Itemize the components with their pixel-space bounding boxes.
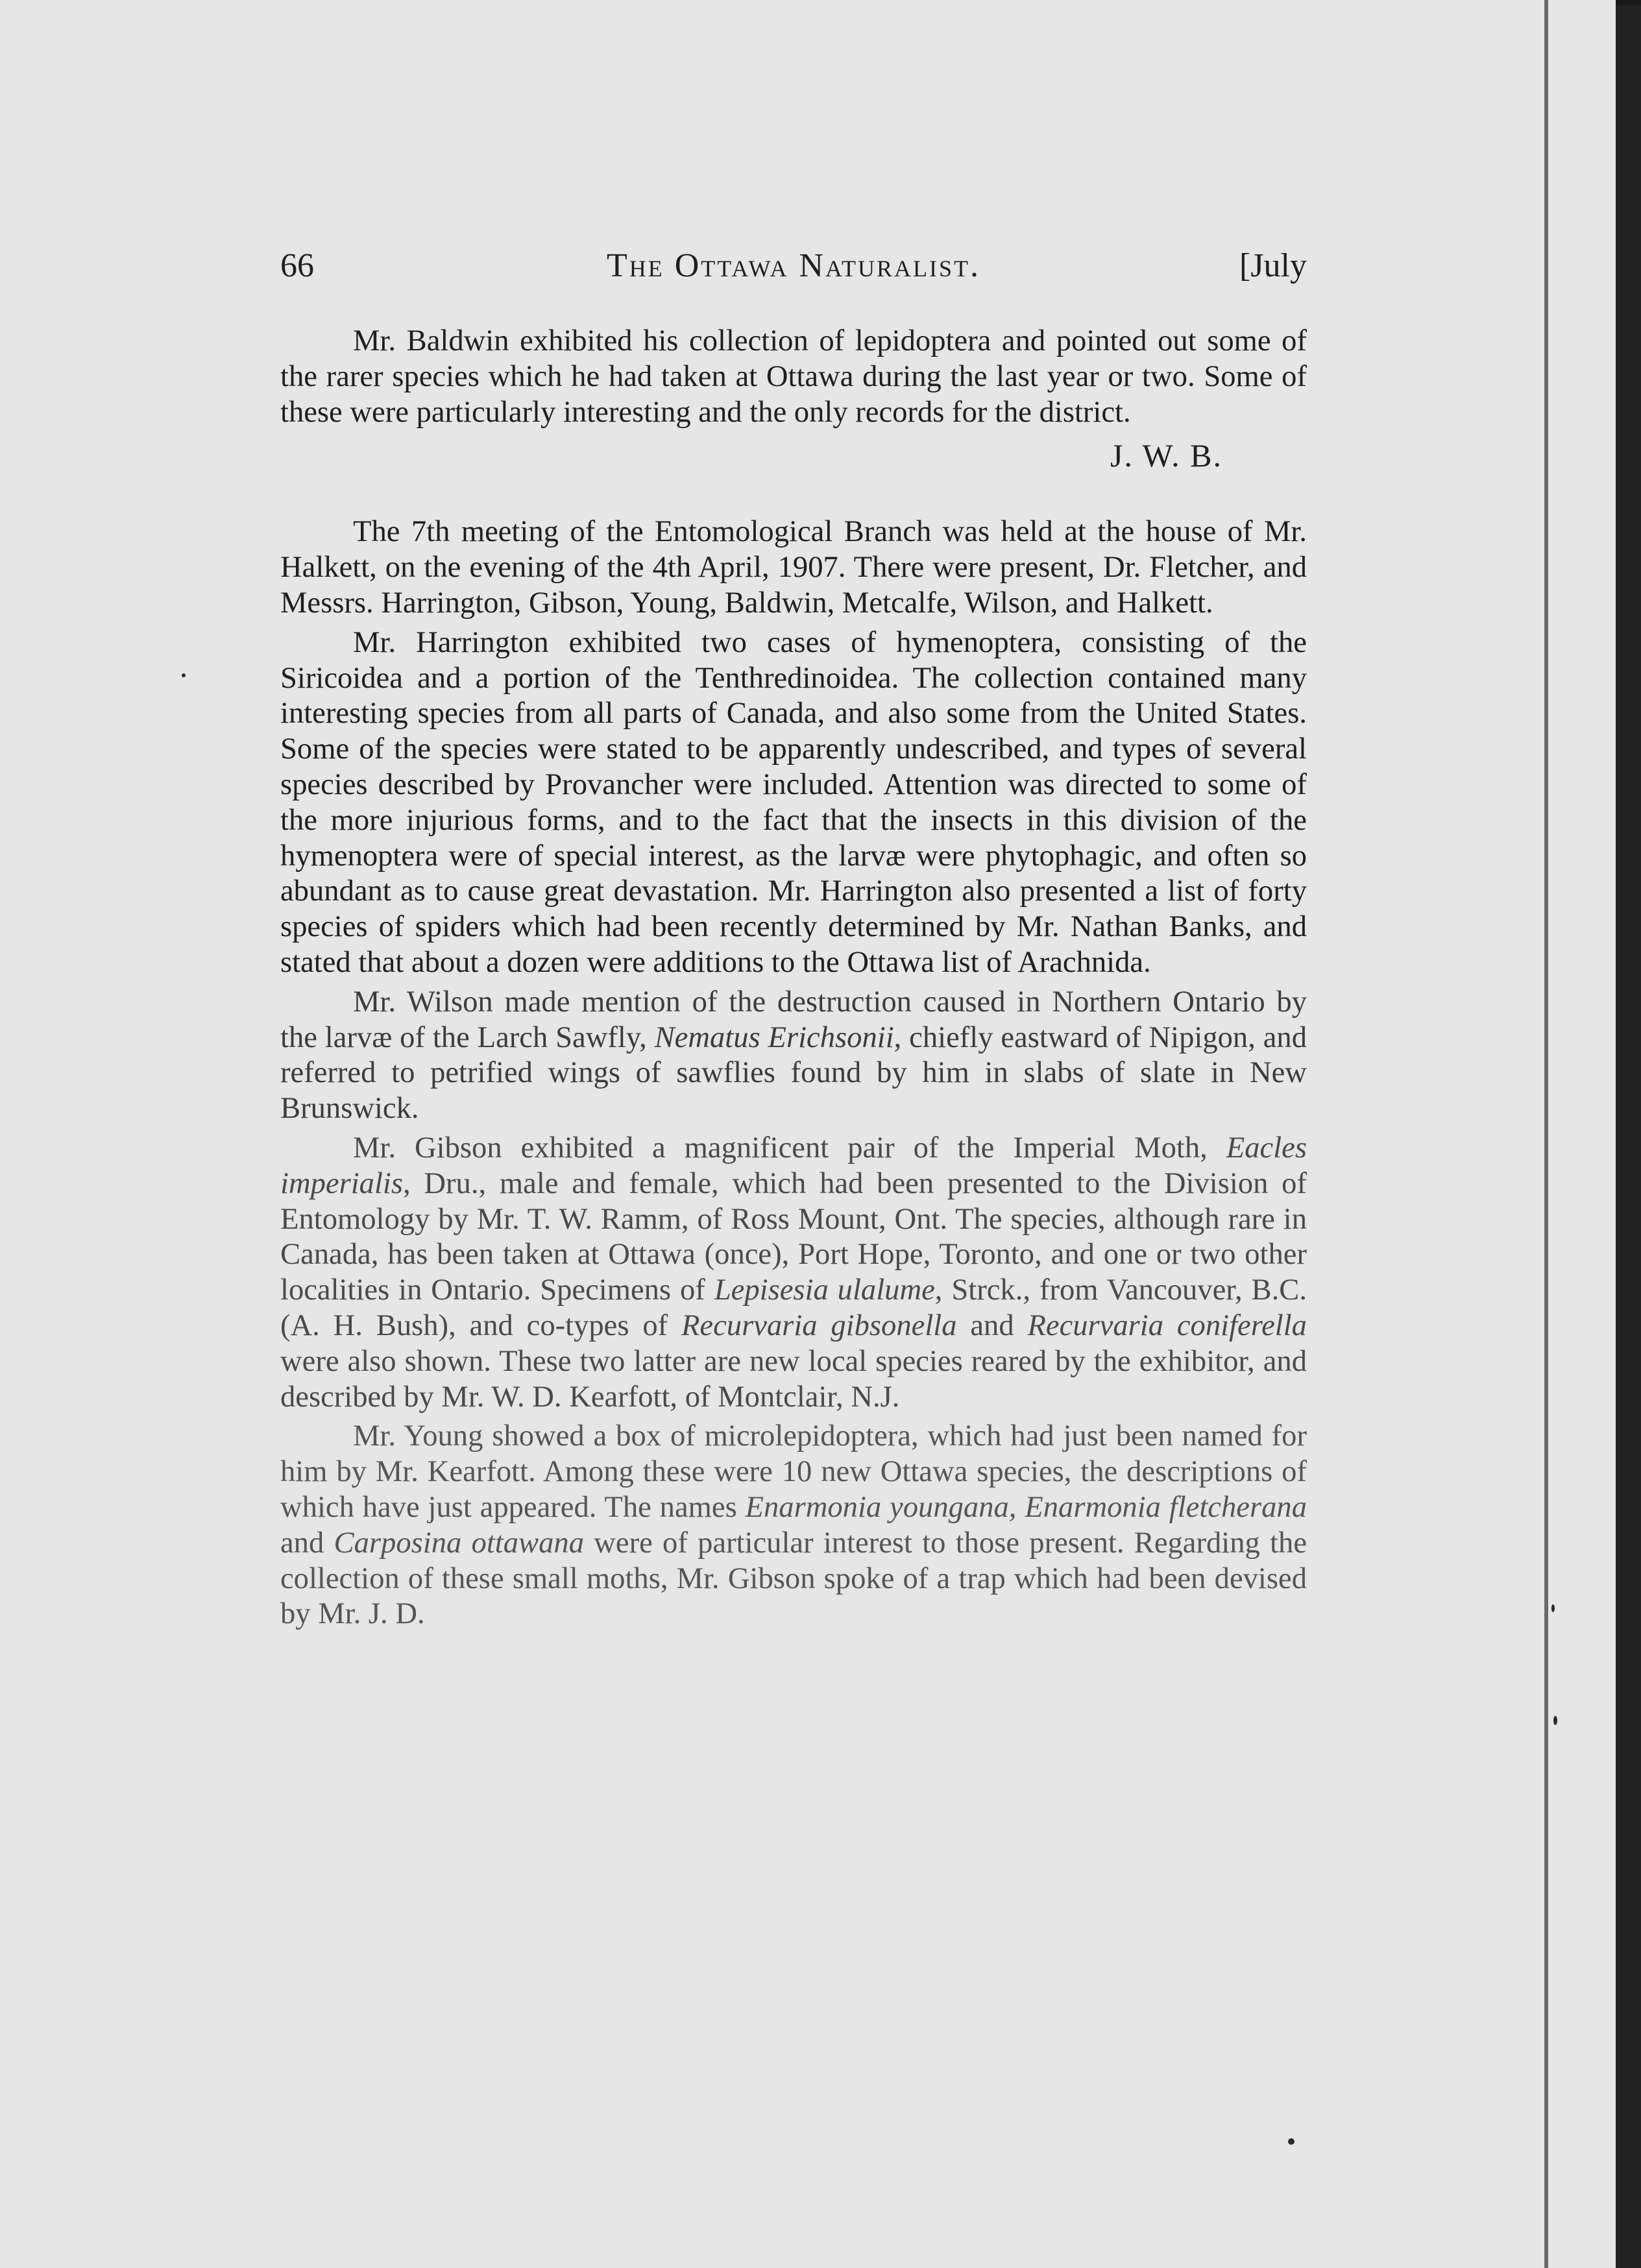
signature: J. W. B. <box>1110 437 1222 474</box>
species-name: Recurvaria gibsonella <box>681 1308 957 1342</box>
species-name: Eacles imperialis <box>280 1130 1307 1200</box>
scan-speck <box>182 673 186 677</box>
wilson-text-b: , chiefly eastward of Nipigon, and referred to petrified wings of sawflies found by him in slabs of slate in New Brunswick. <box>280 1020 1307 1126</box>
young-text-a: Mr. Young showed a box of microlepidoptera, which had just been named for him by Mr. Kearfott. Among these were 10 new Ottawa species, the descriptions of which have just appeared. The names <box>280 1419 1307 1524</box>
wilson-text-a: Mr. Wilson made mention of the destruction caused in Northern Ontario by the larvæ of the Larch Sawfly, <box>280 984 1307 1054</box>
page-edge-rule <box>1544 0 1548 2268</box>
species-name: Enarmonia youngana, Enarmonia fletcherana <box>745 1490 1307 1524</box>
page-number: 66 <box>280 247 314 284</box>
gibson-text-b: , Dru., male and female, which had been presented to the Division of Entomology by Mr. T. W. Ramm, of Ross Mount, Ont. The species, although rare in Canada, has been taken at Ottawa (once), Port Hope, Toronto, and one or two other localities in Ontario. Specimens of <box>280 1166 1307 1307</box>
journal-title: The Ottawa Naturalist. <box>606 247 981 284</box>
section-gap <box>280 475 1307 514</box>
young-text-c: were of particular interest to those present. Regarding the collection of these small moths, Mr. Gibson spoke of a trap which had been devised by Mr. J. D. <box>280 1525 1307 1631</box>
species-name: Recurvaria coniferella <box>1027 1308 1307 1342</box>
species-name: Lepisesia ulalume <box>714 1273 935 1307</box>
paragraph-baldwin: Mr. Baldwin exhibited his collection of lepidoptera and pointed out some of the rarer species which he had taken at Ottawa during the last year or two. Some of these were particularly interesting and the only records for the district. <box>280 324 1307 429</box>
paragraph-meeting-intro: The 7th meeting of the Entomological Branch was held at the house of Mr. Halkett, on the evening of the 4th April, 1907. There were present, Dr. Fletcher, and Messrs. Harrington, Gibson, Young, Baldwin, Metcalfe, Wilson, and Halkett. <box>280 514 1307 620</box>
scan-speck <box>1551 1604 1555 1612</box>
young-text-b: and <box>280 1525 334 1560</box>
paragraph-gibson <box>280 1130 1307 1414</box>
gibson-text-a: Mr. Gibson exhibited a magnificent pair of the Imperial Moth, <box>353 1130 1226 1164</box>
article-body <box>280 323 1307 1632</box>
paragraph-young <box>280 1418 1307 1632</box>
paragraph-wilson <box>280 984 1307 1126</box>
gibson-text-d: and <box>956 1308 1028 1342</box>
running-header <box>280 247 1307 292</box>
gibson-text-c: , Strck., from Vancouver, B.C. (A. H. Bush), and co-types of <box>280 1273 1307 1342</box>
species-name: Nematus Erichsonii <box>654 1020 894 1054</box>
issue-month: [July <box>1239 247 1307 284</box>
gibson-text-e: were also shown. These two latter are new local species reared by the exhibitor, and described by Mr. W. D. Kearfott, of Montclair, N.J. <box>280 1344 1307 1414</box>
species-name: Carposina ottawana <box>334 1525 585 1560</box>
scan-speck <box>1288 2138 1295 2145</box>
paragraph-harrington: Mr. Harrington exhibited two cases of hymenoptera, consisting of the Siricoidea and a portion of the Tenthredinoidea. The collection contained many interesting species from all parts of Canada, and also some from the United States. Some of the species were stated to be apparently undescribed, and types of several species described by Provancher were included. Attention was directed to some of the more injurious forms, and to the fact that the insects in this division of the hymenoptera were of special interest, as the larvæ were phytophagic, and often so abundant as to cause great devastation. Mr. Harrington also presented a list of forty species of spiders which had been recently determined by Mr. Nathan Banks, and stated that about a dozen were additions to the Ottawa list of Arachnida. <box>280 625 1307 979</box>
scan-speck <box>1553 1716 1557 1725</box>
